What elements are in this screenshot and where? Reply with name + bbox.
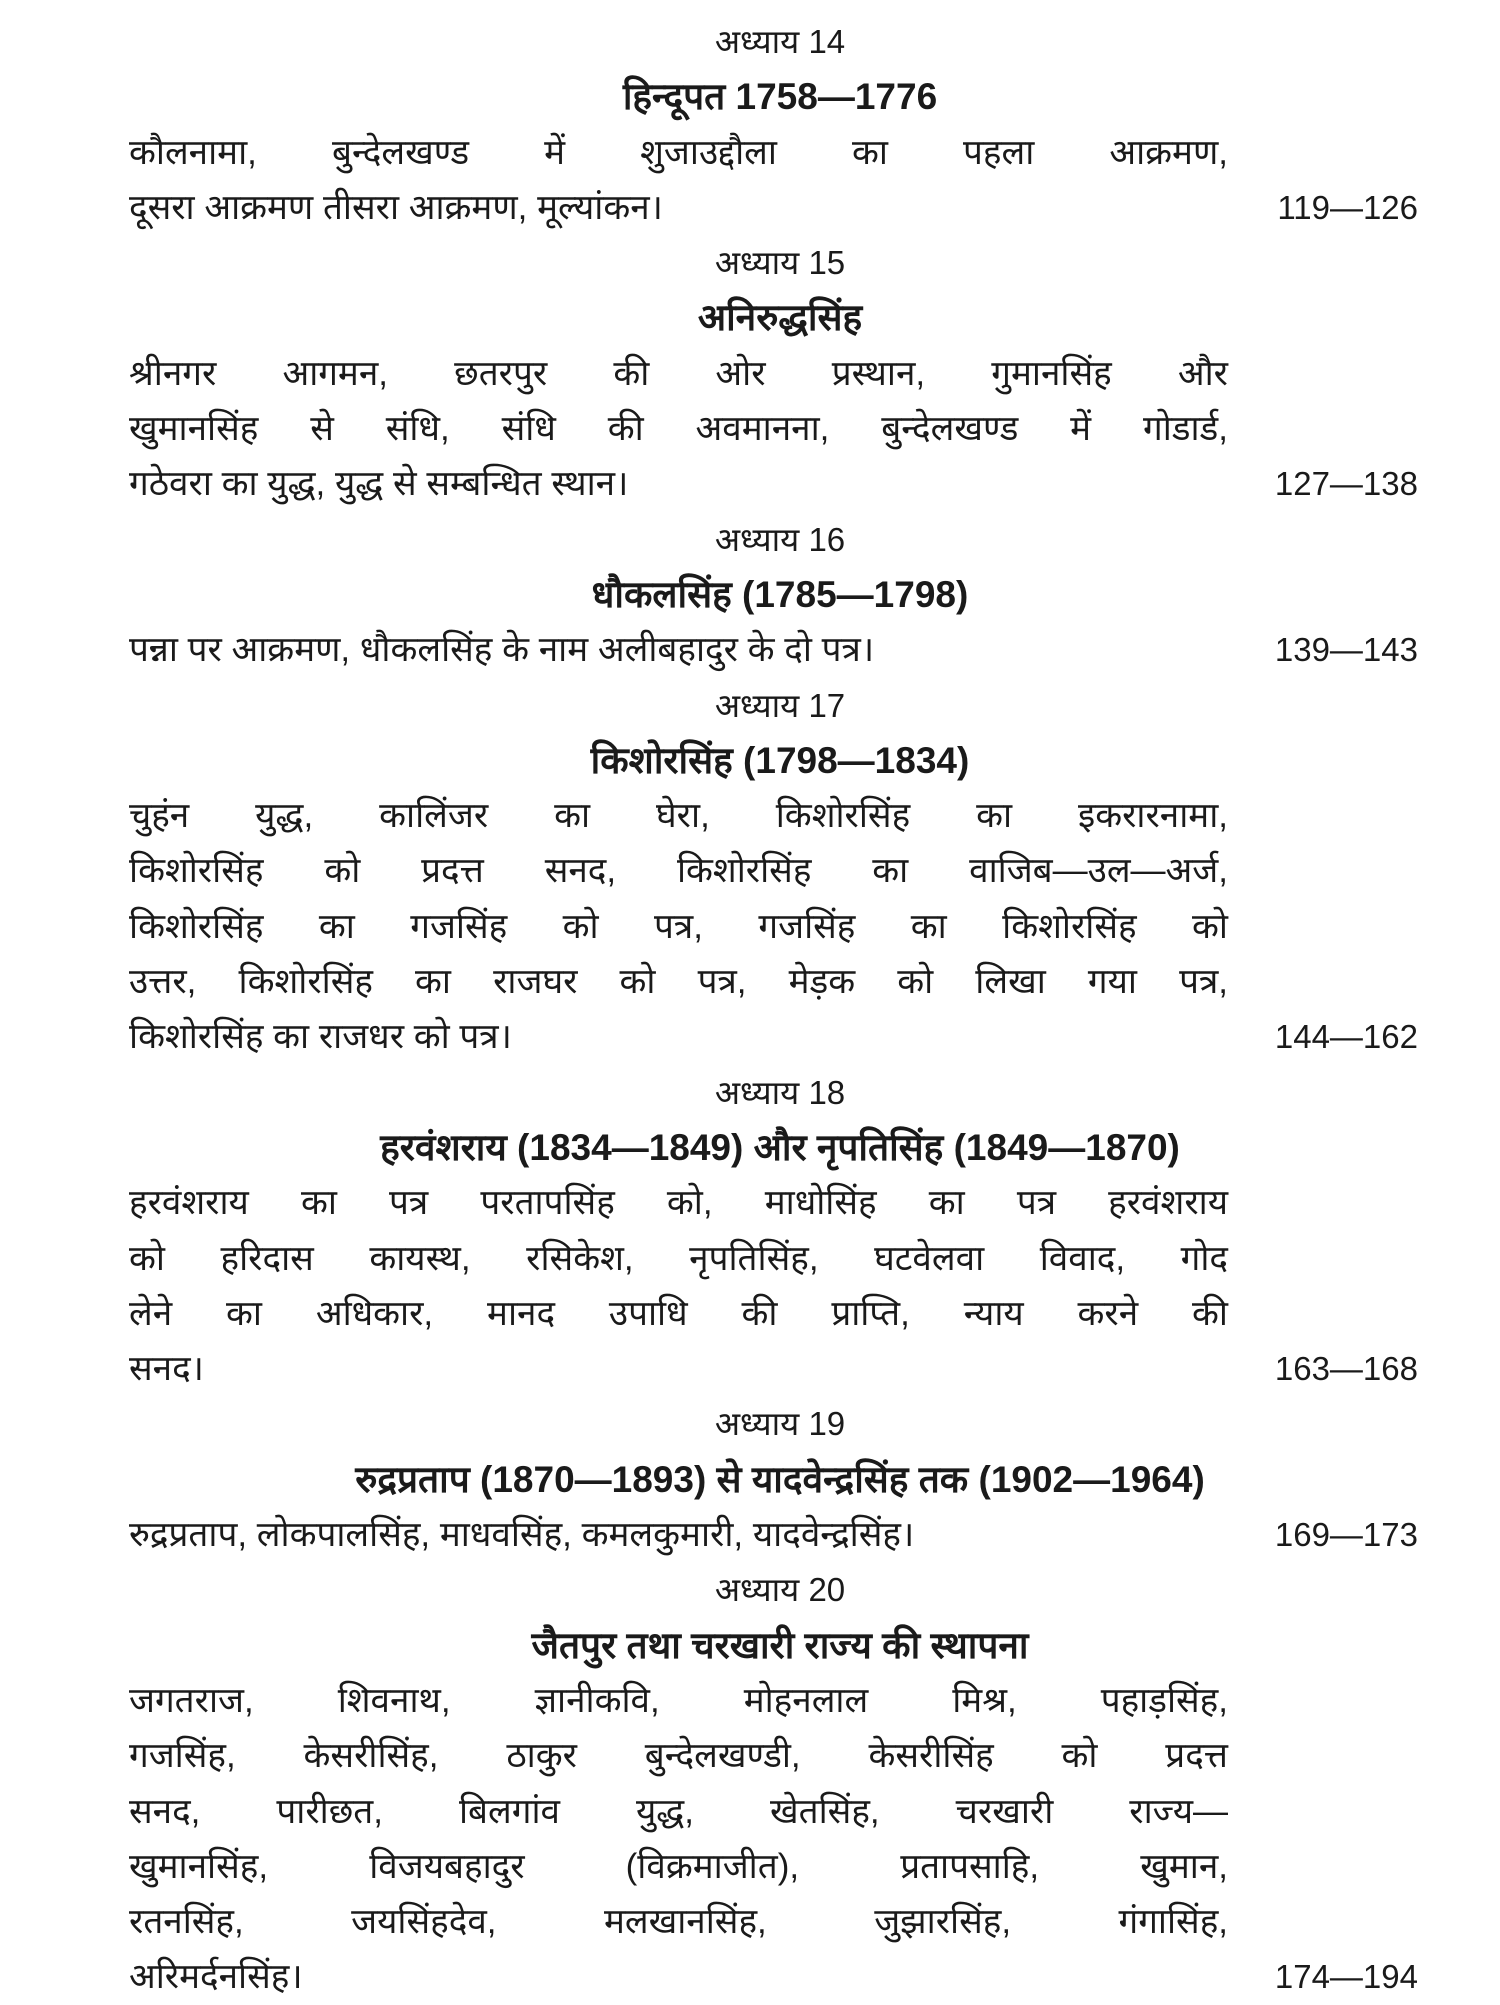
description-line: खुमानसिंह, विजयबहादुर (विक्रमाजीत), प्रतापसाहि, खुमान, (129, 1846, 1228, 1886)
description-line: पन्ना पर आक्रमण, धौकलसिंह के नाम अलीबहादुर के दो पत्र। (129, 630, 875, 670)
description-row (0, 1894, 1500, 1949)
description-row (0, 346, 1500, 401)
page-range: 169—173 (1274, 1516, 1418, 1554)
description-line: किशोरसिंह को प्रदत्त सनद, किशोरसिंह का वाजिब—उल—अर्ज, (129, 851, 1228, 891)
chapter-label: अध्याय 19 (714, 1405, 846, 1443)
description-line: अरिमर्दनसिंह। (129, 1957, 303, 1997)
description-line: दूसरा आक्रमण तीसरा आक्रमण, मूल्यांकन। (129, 187, 663, 227)
description-line: श्रीनगर आगमन, छतरपुर की ओर प्रस्थान, गुमानसिंह और (129, 353, 1228, 393)
description-line: किशोरसिंह का गजसिंह को पत्र, गजसिंह का किशोरसिंह को (129, 906, 1228, 946)
description-line: सनद, पारीछत, बिलगांव युद्ध, खेतसिंह, चरखारी राज्य— (129, 1791, 1228, 1831)
description-row (0, 788, 1500, 843)
description-line: कौलनामा, बुन्देलखण्ड में शुजाउद्दौला का पहला आक्रमण, (129, 132, 1228, 172)
description-line: चुहंन युद्ध, कालिंजर का घेरा, किशोरसिंह का इकरारनामा, (129, 796, 1228, 836)
chapter-label: अध्याय 17 (714, 686, 846, 724)
description-row (0, 954, 1500, 1009)
chapter-title: किशोरसिंह (1798—1834) (590, 739, 970, 781)
description-line: रतनसिंह, जयसिंहदेव, मलखानसिंह, जुझारसिंह, गंगासिंह, (129, 1902, 1228, 1942)
chapter-entry (0, 1065, 1500, 1397)
table-of-contents (0, 14, 1500, 2005)
chapter-label: अध्याय 20 (714, 1571, 846, 1609)
chapter-entry (0, 14, 1500, 235)
chapter-entry (0, 1562, 1500, 2004)
chapter-label: अध्याय 16 (714, 520, 846, 558)
chapter-label: अध्याय 14 (714, 23, 846, 60)
description-row (0, 1673, 1500, 1728)
chapter-entry (0, 235, 1500, 511)
page-range: 119—126 (1277, 188, 1418, 226)
description-line: हरवंशराय का पत्र परतापसिंह को, माधोसिंह का पत्र हरवंशराय (129, 1183, 1228, 1223)
description-row (0, 1507, 1500, 1562)
description-line: उत्तर, किशोरसिंह का राजघर को पत्र, मेड़क को लिखा गया पत्र, (129, 962, 1228, 1002)
chapter-entry (0, 678, 1500, 1065)
chapter-entry (0, 1396, 1500, 1562)
description-line: सनद। (129, 1349, 204, 1389)
description-row (0, 180, 1500, 235)
chapter-title: धौकलसिंह (1785—1798) (591, 573, 969, 615)
description-line: रुद्रप्रताप, लोकपालसिंह, माधवसिंह, कमलकुमारी, यादवेन्द्रसिंह। (129, 1515, 915, 1555)
description-row (0, 456, 1500, 511)
chapter-title: अनिरुद्धसिंह (697, 297, 863, 339)
description-row (0, 843, 1500, 898)
description-line: खुमानसिंह से संधि, संधि की अवमानना, बुन्देलखण्ड में गोडार्ड, (129, 409, 1228, 449)
description-row (0, 1728, 1500, 1783)
page-range: 139—143 (1274, 631, 1418, 669)
description-row (0, 622, 1500, 677)
chapter-title: जैतपुर तथा चरखारी राज्य की स्थापना (531, 1624, 1029, 1666)
description-line: गठेवरा का युद्ध, युद्ध से सम्बन्धित स्थान। (129, 464, 629, 504)
description-line: लेने का अधिकार, मानद उपाधि की प्राप्ति, न्याय करने की (129, 1293, 1228, 1333)
page-range: 144—162 (1274, 1018, 1418, 1056)
description-line: को हरिदास कायस्थ, रसिकेश, नृपतिसिंह, घटवेलवा विवाद, गोद (129, 1238, 1228, 1278)
description-row (0, 125, 1500, 180)
page-range: 127—138 (1274, 465, 1418, 503)
description-row (0, 1009, 1500, 1064)
page-range: 174—194 (1274, 1958, 1418, 1996)
page-range: 163—168 (1274, 1350, 1418, 1388)
description-row (0, 899, 1500, 954)
description-row (0, 1286, 1500, 1341)
description-row (0, 1175, 1500, 1230)
description-line: जगतराज, शिवनाथ, ज्ञानीकवि, मोहनलाल मिश्र, पहाड़सिंह, (129, 1680, 1228, 1720)
description-line: किशोरसिंह का राजधर को पत्र। (129, 1017, 512, 1057)
description-row (0, 1784, 1500, 1839)
chapter-title: हरवंशराय (1834—1849) और नृपतिसिंह (1849—1870) (380, 1126, 1180, 1168)
chapter-label: अध्याय 18 (714, 1073, 846, 1111)
chapter-label: अध्याय 15 (714, 244, 846, 282)
description-row (0, 1231, 1500, 1286)
description-row (0, 1341, 1500, 1396)
chapter-title: रुद्रप्रताप (1870—1893) से यादवेन्द्रसिंह तक (1902—1964) (355, 1458, 1205, 1500)
description-line: गजसिंह, केसरीसिंह, ठाकुर बुन्देलखण्डी, केसरीसिंह को प्रदत्त (129, 1736, 1228, 1776)
chapter-title: हिन्दूपत 1758—1776 (622, 76, 938, 118)
chapter-entry (0, 512, 1500, 678)
description-row (0, 401, 1500, 456)
description-row (0, 1949, 1500, 2004)
description-row (0, 1839, 1500, 1894)
